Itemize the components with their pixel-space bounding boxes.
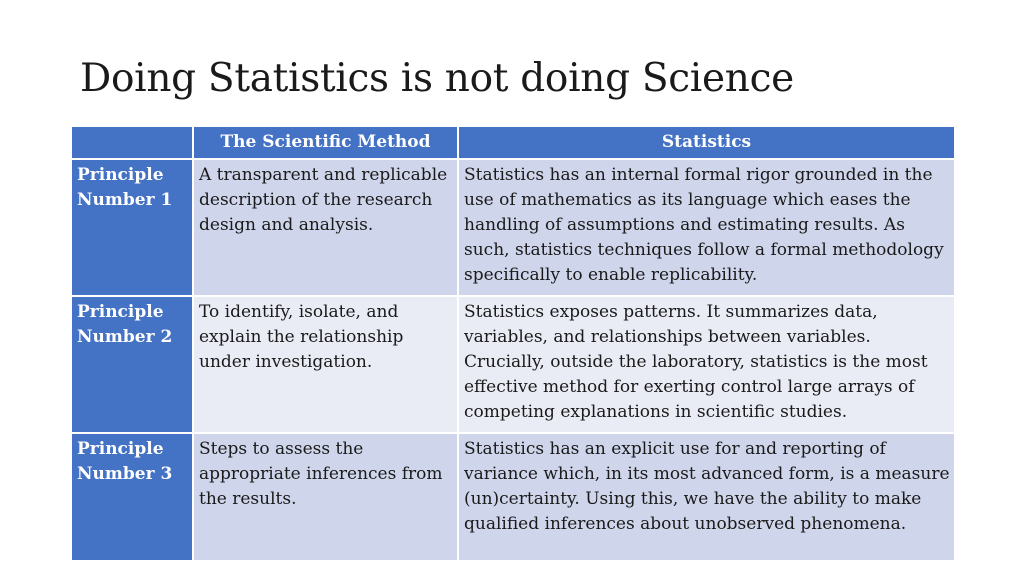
- table-header-row: [71, 126, 955, 159]
- header-corner-cell: [71, 126, 193, 159]
- statistics-cell: Statistics has an explicit use for and reporting of variance which, in its most advanced form, is a measure (un)certainty. Using this, we have the ability to make qualified inferences about unobserved phenomena.: [458, 433, 955, 561]
- comparison-table: [70, 125, 956, 562]
- slide-title: Doing Statistics is not doing Science: [80, 56, 794, 101]
- table-row: [71, 296, 955, 433]
- table-row: [71, 433, 955, 561]
- scientific-method-cell: A transparent and replicable description of the research design and analysis.: [193, 159, 458, 296]
- row-label-principle-3: Principle Number 3: [71, 433, 193, 561]
- header-scientific-method: The Scientific Method: [193, 126, 458, 159]
- row-label-principle-2: Principle Number 2: [71, 296, 193, 433]
- scientific-method-cell: Steps to assess the appropriate inferences from the results.: [193, 433, 458, 561]
- table-row: [71, 159, 955, 296]
- statistics-cell: Statistics has an internal formal rigor grounded in the use of mathematics as its language which eases the handling of assumptions and estimating results. As such, statistics techniques follow a formal methodology specifically to enable replicability.: [458, 159, 955, 296]
- header-statistics: Statistics: [458, 126, 955, 159]
- row-label-principle-1: Principle Number 1: [71, 159, 193, 296]
- statistics-cell: Statistics exposes patterns. It summarizes data, variables, and relationships between variables. Crucially, outside the laboratory, statistics is the most effective method for exerting control large arrays of competing explanations in scientific studies.: [458, 296, 955, 433]
- scientific-method-cell: To identify, isolate, and explain the relationship under investigation.: [193, 296, 458, 433]
